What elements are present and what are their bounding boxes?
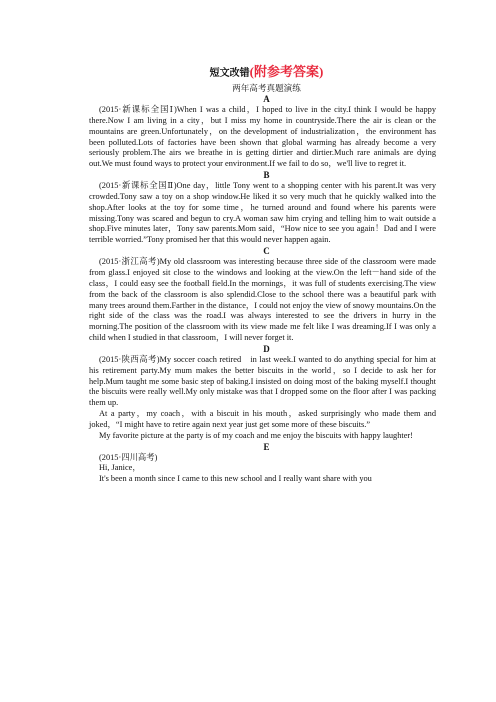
section-paragraph: (2015·新课标全国Ⅰ)When I was a child，I hoped to live in the city.I think I would be happy there.Now I am living in a city，but I miss my home in countryside.There the air is clean or the mountains are green.Unfortunately，on the development of industrialization，the environment has been polluted.Lots of factories have been shown that global warming has already become a very seriously problem.The airs we breathe in is getting dirtier and dirtier.Much rare animals are dying out.We must found ways to protect your environment.If we fail to do so，we'll live to regret it.: [89, 105, 436, 169]
section-letter: D: [263, 343, 270, 354]
title-main: 短文改错: [209, 68, 250, 79]
section-b: [89, 170, 436, 246]
title-answer-note: (附参考答案): [249, 64, 324, 79]
section-paragraph: At a party，my coach，with a biscuit in his mouth，asked surprisingly who made them and joked，“I might have to retire again next year just get some more of these biscuits.”: [89, 409, 436, 429]
section-a: [89, 94, 436, 170]
section-c: [89, 246, 436, 344]
section-letter: E: [263, 441, 270, 452]
section-letter: B: [263, 170, 270, 181]
section-paragraph: (2015·浙江高考)My old classroom was interesting because three side of the classroom were made from glass.I enjoyed sit close to the windows and looking at the view.On the left－hand side of the class，I could easy see the football field.In the mornings，it was full of students exercising.The view from the back of the classroom is also splendid.Close to the school there was a beautiful park with many trees around them.Farther in the distance，I could not enjoy the view of snowy mountains.On the right side of the class was the road.I was always interested to see the drivers in hurry in the morning.The position of the classroom with its view made me felt like I was dreaming.If I was only a child when I studied in that classroom，I will never forget it.: [89, 257, 436, 343]
section-paragraph: (2015·陕西高考)My soccer coach retired in last week.I wanted to do anything special for him at his retirement party.My mum makes the better biscuits in the world，so I decide to ask her for help.Mum taught me some basic step of baking.I insisted on doing most of the baking myself.I thought the biscuits were really well.My only mistake was that I dropped some on the floor after I was packing them up.: [89, 354, 436, 408]
section-paragraph: My favorite picture at the party is of my coach and me enjoy the biscuits with happy laughter!: [99, 430, 413, 440]
document-subtitle: 两年高考真题演练: [232, 83, 301, 93]
section-letter: A: [263, 94, 270, 104]
section-letter: C: [263, 246, 270, 257]
section-e: [89, 442, 436, 486]
section-d: [89, 344, 436, 442]
document-title: [89, 64, 436, 82]
section-paragraph: It's been a month since I came to this new school and I really want share with you: [99, 474, 372, 484]
section-paragraph: (2015·新课标全国Ⅱ)One day，little Tony went to a shopping center with his parent.It was very crowded.Tony saw a toy on a shop window.He liked it so very much that he quickly walked into the shop.After looks at the toy for some time，he turned around and found where his parents were missing.Tony was scared and begun to cry.A woman saw him crying and telling him to wait outside a shop.Five minutes later，Tony saw parents.Mom said，“How nice to see you again！Dad and I were terrible worried.”Tony promised her that this would never happen again.: [89, 181, 436, 245]
section-paragraph: (2015·四川高考): [99, 452, 158, 462]
letter-greeting: Hi, Janice，: [99, 463, 141, 473]
